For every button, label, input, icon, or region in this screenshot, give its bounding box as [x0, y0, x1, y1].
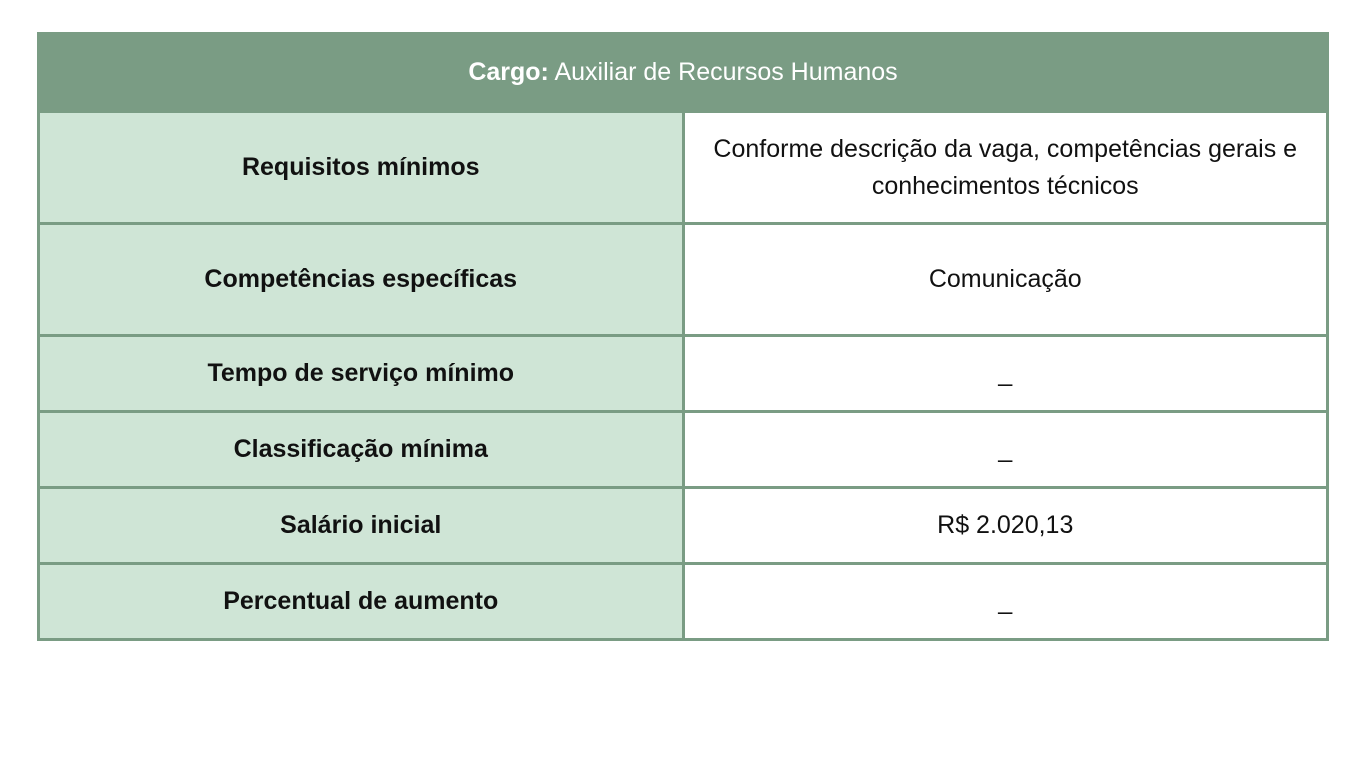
row-label-classificacao: Classificação mínima	[39, 412, 684, 488]
row-value-percentual: _	[683, 564, 1328, 640]
job-title-label: Cargo:	[468, 58, 549, 86]
row-label-requisitos: Requisitos mínimos	[39, 112, 684, 224]
row-label-competencias: Competências específicas	[39, 224, 684, 336]
table-row	[39, 564, 1328, 640]
row-value-tempo-servico: _	[683, 336, 1328, 412]
job-title-value: Auxiliar de Recursos Humanos	[554, 58, 898, 86]
row-value-classificacao: _	[683, 412, 1328, 488]
table-row	[39, 112, 1328, 224]
row-value-salario: R$ 2.020,13	[683, 488, 1328, 564]
table-row	[39, 488, 1328, 564]
row-value-requisitos: Conforme descrição da vaga, competências gerais e conhecimentos técnicos	[683, 112, 1328, 224]
job-info-card	[37, 32, 1329, 641]
table-row	[39, 224, 1328, 336]
table-row	[39, 412, 1328, 488]
table-row	[39, 336, 1328, 412]
row-label-percentual: Percentual de aumento	[39, 564, 684, 640]
row-label-tempo-servico: Tempo de serviço mínimo	[39, 336, 684, 412]
table-header-row	[39, 34, 1328, 112]
row-value-competencias: Comunicação	[683, 224, 1328, 336]
row-label-salario: Salário inicial	[39, 488, 684, 564]
job-title-header	[39, 34, 1328, 112]
job-info-table	[37, 32, 1329, 641]
